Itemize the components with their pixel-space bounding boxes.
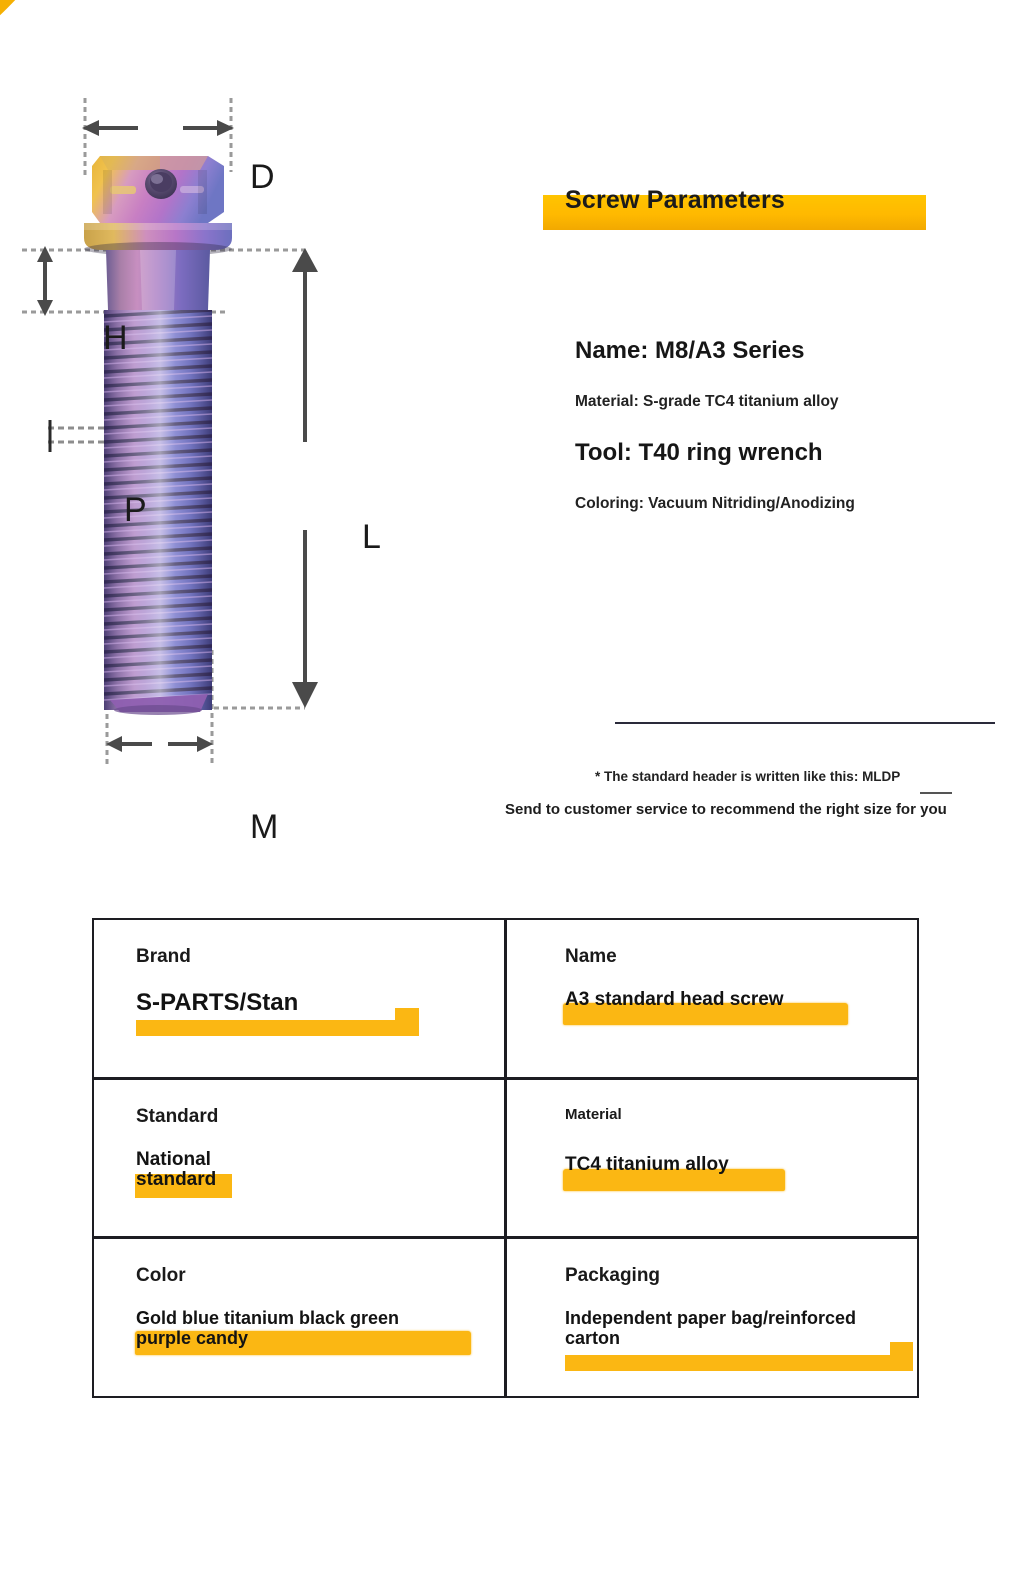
- cell-label-name: Name: [565, 946, 617, 967]
- cell-value-packaging: Independent paper bag/reinforced carton: [565, 1308, 857, 1348]
- panel-note-customer-service: Send to customer service to recommend the right size for you: [505, 801, 947, 818]
- cell-value-wrap-packaging: [565, 1309, 895, 1348]
- panel-divider: [615, 722, 995, 724]
- cell-value-standard: National standard: [136, 1148, 217, 1191]
- spec-list: [505, 337, 975, 818]
- table-cell-color: [92, 1237, 506, 1398]
- cell-value-wrap-standard: [136, 1150, 246, 1191]
- screw-threads: [104, 310, 212, 710]
- table-cell-standard: [92, 1078, 506, 1239]
- screw-body: [84, 156, 232, 715]
- cell-label-brand: Brand: [136, 946, 191, 967]
- dimension-label-P: P: [124, 491, 147, 529]
- cell-label-packaging: Packaging: [565, 1265, 661, 1287]
- cell-value-material: TC4 titanium alloy: [565, 1153, 729, 1175]
- highlight-mark-brand-base: [136, 1020, 411, 1036]
- spec-coloring: Coloring: Vacuum Nitriding/Anodizing: [575, 495, 855, 512]
- dimension-arrow-M: [106, 736, 213, 752]
- specification-table: [93, 919, 919, 1398]
- cell-value-color: Gold blue titanium black green purple candy: [136, 1308, 400, 1348]
- corner-arc-top-right: [884, 0, 1024, 140]
- dimension-label-L: L: [362, 518, 381, 556]
- panel-title-block: [540, 170, 970, 230]
- spec-material: Material: S-grade TC4 titanium alloy: [575, 393, 839, 410]
- table-cell-material: [505, 1078, 919, 1239]
- cell-value-wrap-brand: [136, 990, 504, 1016]
- cell-label-material: Material: [565, 1105, 622, 1123]
- highlight-mark-brand-riser: [395, 1008, 419, 1036]
- spec-tool: Tool: T40 ring wrench: [575, 439, 823, 466]
- cell-value-wrap-name: [565, 990, 917, 1011]
- panel-note-standard-header: * The standard header is written like this: MLDP: [595, 769, 901, 784]
- cell-value-wrap-color: [136, 1309, 436, 1348]
- dimension-label-M: M: [250, 808, 279, 846]
- dimension-arrow-D: [82, 120, 234, 136]
- table-cell-brand: [92, 918, 506, 1079]
- panel-note-dash: [920, 792, 952, 794]
- dimension-leader-P: [48, 428, 108, 442]
- table-cell-packaging: [505, 1237, 919, 1398]
- cell-label-standard: Standard: [136, 1105, 219, 1127]
- table-cell-name: [505, 918, 919, 1079]
- cell-value-wrap-material: [565, 1155, 917, 1176]
- dimension-label-D: D: [250, 158, 275, 196]
- dimension-arrow-H: [37, 246, 53, 316]
- spec-name: Name: M8/A3 Series: [575, 337, 805, 364]
- cell-value-name: A3 standard head screw: [565, 989, 784, 1010]
- cell-label-color: Color: [136, 1265, 186, 1287]
- highlight-mark-packaging-base: [565, 1355, 910, 1371]
- panel-title: Screw Parameters: [565, 186, 786, 214]
- screw-diagram: [0, 60, 470, 846]
- dimension-arrow-L: [292, 248, 318, 708]
- screw-parameters-panel: [505, 170, 970, 818]
- dimension-label-H: H: [103, 319, 128, 357]
- cell-value-brand: S-PARTS/Stan: [136, 989, 299, 1016]
- screw-illustration-svg: [0, 60, 470, 820]
